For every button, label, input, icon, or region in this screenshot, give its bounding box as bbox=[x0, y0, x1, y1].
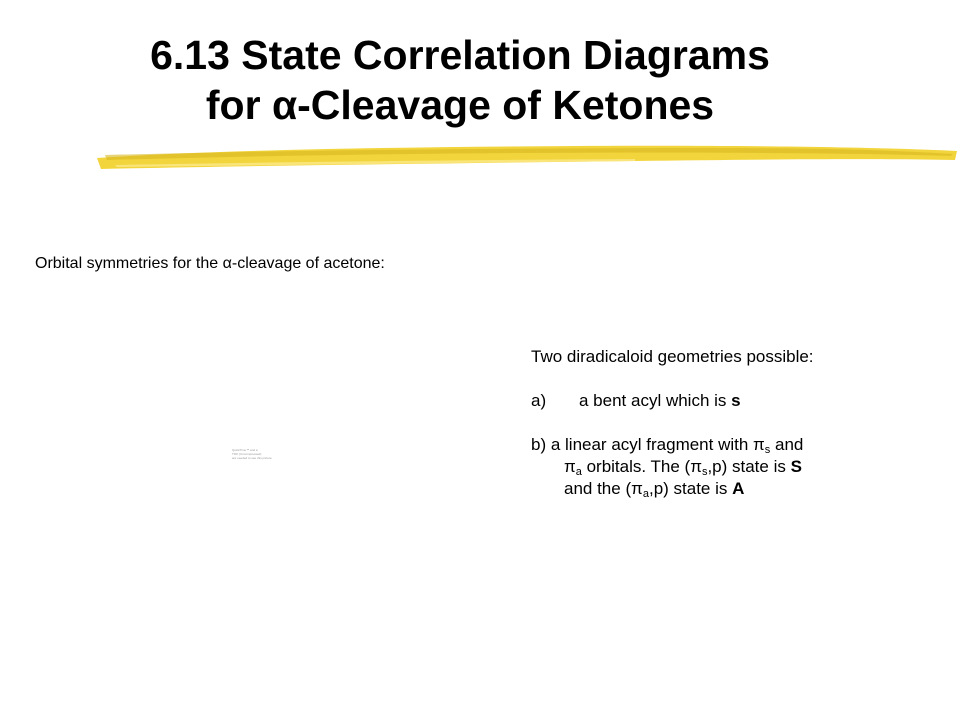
item-b-line-1 bbox=[531, 434, 951, 456]
item-b-line2-text: orbitals. The ( bbox=[581, 457, 691, 476]
item-b-line-2 bbox=[531, 456, 951, 478]
notes-heading: Two diradicaloid geometries possible: bbox=[531, 347, 814, 366]
item-a-bold: s bbox=[731, 391, 741, 410]
alpha-symbol: α bbox=[271, 82, 298, 128]
item-b-line2-mid: ,p) state is bbox=[707, 457, 791, 476]
placeholder-line: QuickTime™ and a bbox=[232, 448, 258, 452]
notes-block bbox=[531, 346, 951, 500]
pi-symbol: π bbox=[564, 457, 576, 476]
state-a-bold: A bbox=[732, 479, 745, 498]
intro-prefix: Orbital symmetries for the bbox=[35, 255, 223, 272]
quicktime-image-placeholder bbox=[232, 448, 294, 468]
and-word: and bbox=[770, 435, 804, 454]
placeholder-line: TIFF (Uncompressed) bbox=[232, 452, 262, 456]
item-b-line-3 bbox=[531, 478, 951, 500]
subscript-a: a bbox=[642, 488, 649, 500]
state-s-bold: S bbox=[790, 457, 802, 476]
intro-text bbox=[35, 254, 385, 274]
title-line-2 bbox=[0, 80, 920, 130]
pi-symbol: π bbox=[631, 479, 643, 498]
item-a-text: a bent acyl which is bbox=[579, 391, 732, 410]
item-a-label: a) bbox=[531, 391, 547, 410]
item-a bbox=[531, 390, 951, 412]
slide-title bbox=[0, 30, 920, 130]
subscript-s: s bbox=[764, 444, 771, 456]
item-b-text: b) a linear acyl fragment with bbox=[531, 435, 754, 454]
alpha-symbol: α bbox=[222, 255, 232, 272]
item-b-line3-text: and the ( bbox=[564, 479, 632, 498]
title-suffix: -Cleavage of Ketones bbox=[297, 82, 715, 128]
intro-suffix: -cleavage of acetone: bbox=[231, 255, 385, 272]
title-line-1: 6.13 State Correlation Diagrams bbox=[150, 32, 770, 78]
pi-symbol: π bbox=[753, 435, 765, 454]
subscript-a: a bbox=[575, 466, 582, 478]
title-underline-brushstroke bbox=[95, 138, 960, 176]
item-b-line3-mid: ,p) state is bbox=[648, 479, 733, 498]
pi-symbol: π bbox=[690, 457, 702, 476]
placeholder-line: are needed to see this picture. bbox=[232, 456, 273, 460]
subscript-s: s bbox=[701, 466, 708, 478]
title-prefix: for bbox=[205, 82, 272, 128]
